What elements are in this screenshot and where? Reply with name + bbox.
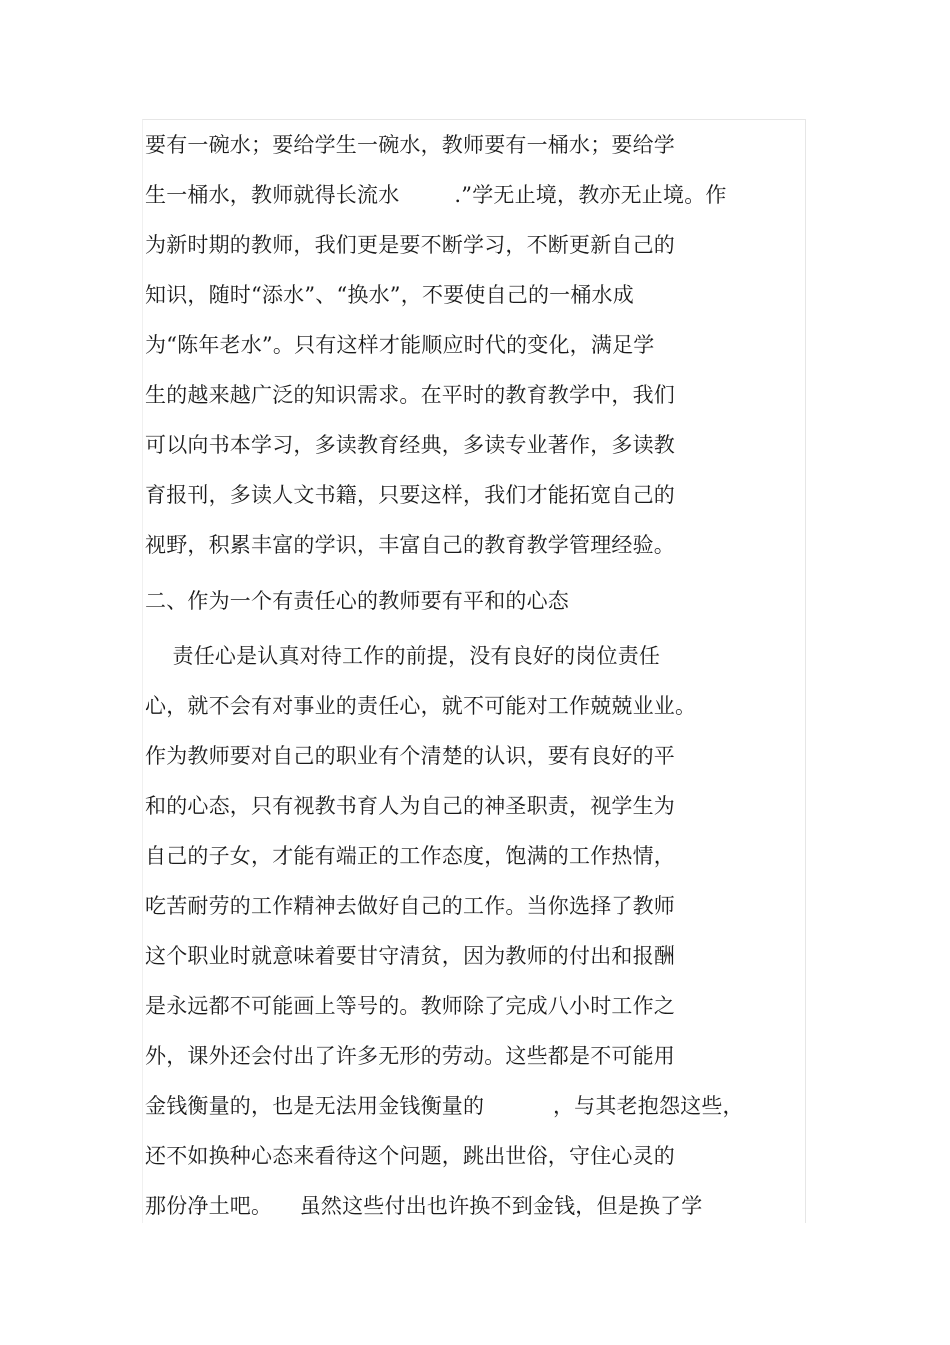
- text-line: 责任心是认真对待工作的前提，没有良好的岗位责任: [145, 644, 661, 668]
- text-line: 育报刊，多读人文书籍，只要这样，我们才能拓宽自己的: [145, 483, 675, 507]
- text-line: 为新时期的教师，我们更是要不断学习，不断更新自己的: [145, 233, 675, 257]
- text-line: 自己的子女，才能有端正的工作态度，饱满的工作热情，: [145, 844, 675, 868]
- text-line: 和的心态，只有视教书育人为自己的神圣职责，视学生为: [145, 794, 675, 818]
- text-line: 为“陈年老水”。只有这样才能顺应时代的变化，满足学: [145, 333, 655, 357]
- text-line: 生一桶水，教师就得长流水 .”学无止境，教亦无止境。作: [145, 183, 727, 207]
- text-line: 心，就不会有对事业的责任心，就不可能对工作兢兢业业。: [145, 694, 697, 718]
- text-line: 外，课外还会付出了许多无形的劳动。这些都是不可能用: [145, 1044, 675, 1068]
- text-line: 是永远都不可能画上等号的。教师除了完成八小时工作之: [145, 994, 675, 1018]
- text-line: 可以向书本学习，多读教育经典，多读专业著作，多读教: [145, 433, 675, 457]
- text-line: 要有一碗水；要给学生一碗水，教师要有一桶水；要给学: [145, 133, 675, 157]
- text-line: 这个职业时就意味着要甘守清贫，因为教师的付出和报酬: [145, 944, 675, 968]
- text-line: 知识，随时“添水”、“换水”，不要使自己的一桶水成: [145, 283, 634, 307]
- text-line: 吃苦耐劳的工作精神去做好自己的工作。当你选择了教师: [145, 894, 675, 918]
- text-line: 视野，积累丰富的学识，丰富自己的教育教学管理经验。: [145, 533, 675, 557]
- text-line: 作为教师要对自己的职业有个清楚的认识，要有良好的平: [145, 744, 675, 768]
- text-line: 那份净土吧。 虽然这些付出也许换不到金钱，但是换了学: [145, 1194, 703, 1218]
- text-line: 还不如换种心态来看待这个问题，跳出世俗，守住心灵的: [145, 1144, 675, 1168]
- text-line: 生的越来越广泛的知识需求。在平时的教育教学中，我们: [145, 383, 675, 407]
- text-line: 金钱衡量的，也是无法用金钱衡量的 ，与其老抱怨这些，: [145, 1094, 744, 1118]
- section-heading: 二、作为一个有责任心的教师要有平和的心态: [145, 589, 569, 613]
